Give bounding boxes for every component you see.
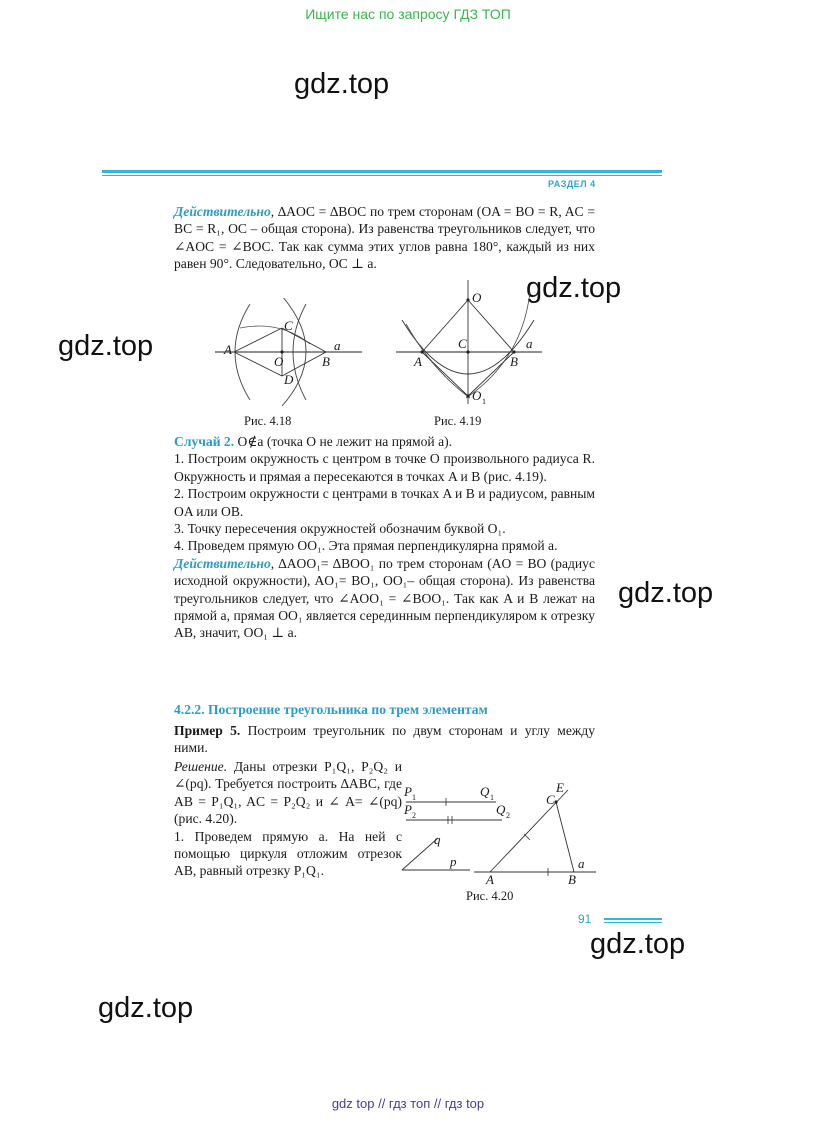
paragraph-text: , ∆AOC = ∆BOC по трем сторонам (OA = BO = R, AC = BC = R₁, OC – общая сторона). Из равенства треугольников следует, что ∠AOC = ∠BOC. Так как сумма этих углов равна 180°, каждый из них равен 90°. Следовательно, OC ⊥ a. (174, 204, 595, 272)
lead-word: Действительно (174, 204, 271, 219)
figure-4-19 (392, 280, 550, 408)
header-rule (102, 170, 662, 173)
step-item: 1. Построим окружность с центром в точке O произвольного радиуса R. Окружность и прямая a пересекаются в точках A и B (рис. 4.19). (174, 451, 595, 484)
example-lead: Пример 5. (174, 723, 241, 738)
page-number: 91 (578, 912, 592, 926)
solution-lead: Решение. (174, 759, 228, 774)
solution-text: Даны отрезки P₁Q₁, P₂Q₂ и ∠(pq). Требуется построить ∆ABC, где AB = P₁Q₁, AC = P₂Q₂ и ∠ A= ∠(pq) (рис. 4.20). (174, 759, 402, 827)
fig419-label: C (458, 336, 467, 351)
section-label: РАЗДЕЛ 4 (548, 179, 596, 189)
fig420-label-sub: 2 (412, 811, 416, 820)
fig420-label: q (434, 832, 441, 847)
example-text: Построим треугольник по двум сторонам и углу между ними. (174, 723, 595, 756)
figure-caption: Рис. 4.20 (466, 889, 514, 903)
case-2-block (174, 433, 595, 642)
fig420-label: C (546, 792, 555, 807)
fig420-label: Q (480, 784, 490, 799)
fig420-label: Q (496, 802, 506, 817)
fig420-label-sub: 1 (490, 793, 494, 802)
fig420-label: P (404, 802, 412, 817)
fig419-label: a (526, 336, 533, 351)
fig419-label: O (472, 388, 482, 403)
fig420-label: p (450, 854, 457, 869)
fig418-label: D (284, 372, 294, 387)
watermark: gdz.top (618, 577, 714, 609)
page-number-rule (604, 918, 662, 920)
step-item: 1. Проведем прямую a. На ней с помощью циркуля отложим отрезок AB, равный отрезку P₁Q₁. (174, 828, 402, 879)
example-block (174, 722, 595, 757)
step-item: 4. Проведем прямую OO₁. Эта прямая перпендикулярна прямой a. (174, 538, 558, 554)
paragraph-proof-1 (174, 203, 595, 273)
watermark: gdz.top (58, 330, 154, 362)
case-text: O∉a (точка O не лежит на прямой a). (234, 434, 453, 449)
fig420-label-sub: 1 (412, 793, 416, 802)
figure-4-20 (398, 780, 598, 888)
fig418-label: a (334, 338, 341, 353)
page-number-rule-thin (604, 922, 662, 923)
case-lead: Случай 2. (174, 434, 235, 449)
fig420-label: E (556, 780, 564, 795)
figure-4-18 (210, 298, 370, 408)
header-rule-thin (102, 175, 662, 176)
fig420-label: A (486, 872, 494, 887)
fig419-label: O (472, 290, 482, 305)
fig419-label-sub: 1 (482, 397, 486, 406)
step-item: 3. Точку пересечения окружностей обозначим буквой O₁. (174, 521, 506, 537)
fig419-label: A (414, 354, 422, 369)
fig420-label: a (578, 856, 585, 871)
lead-word: Действительно (174, 555, 271, 571)
watermark: gdz.top (294, 68, 390, 100)
fig419-label: B (510, 354, 518, 369)
fig420-label: B (568, 872, 576, 887)
watermark: gdz.top (590, 928, 686, 960)
watermark: gdz.top (98, 992, 194, 1024)
fig420-label-sub: 2 (506, 811, 510, 820)
paragraph-text: , ∆AOO₁= ∆BOO₁ по трем сторонам (AO = BO (радиус исходной окружности), AO₁= BO₁, OO₁– общая сторона). Из равенства треугольников следует, что ∠AOO₁ = ∠BOO₁. Так как A и B лежат на прямой a, прямая OO₁ является серединным перпендикуляром к отрезку AB, значит, OO₁ ⊥ a. (174, 555, 595, 641)
fig418-label: B (322, 354, 330, 369)
footer-links[interactable]: gdz top // гдз топ // гдз top (331, 1096, 485, 1111)
subheading: 4.2.2. Построение треугольника по трем элементам (174, 702, 488, 717)
figure-caption: Рис. 4.19 (434, 414, 482, 428)
step-item: 2. Построим окружности с центрами в точках A и B и радиусом, равным OA или OB. (174, 486, 595, 519)
fig418-label: O (274, 354, 284, 369)
fig418-label: C (284, 318, 293, 333)
watermark: gdz.top (526, 272, 622, 304)
search-banner[interactable]: Ищите нас по запросу ГДЗ ТОП (305, 6, 511, 22)
figure-caption: Рис. 4.18 (244, 414, 292, 428)
fig420-label: P (404, 784, 412, 799)
solution-block (174, 758, 402, 880)
fig418-label: A (224, 342, 232, 357)
